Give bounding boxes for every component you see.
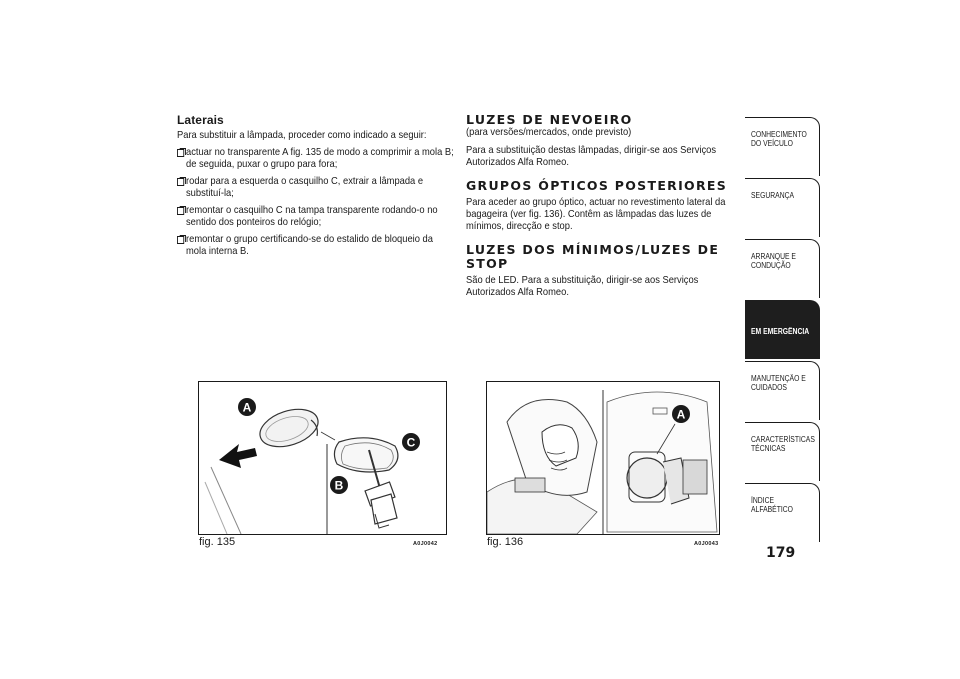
stop-lights-text: São de LED. Para a substituição, dirigir-se aos Serviços Autorizados Alfa Romeo. bbox=[466, 275, 699, 298]
steps-list bbox=[177, 147, 454, 258]
list-item: rodar para a esquerda o casquilho C, extrair a lâmpada e substituí-la; bbox=[177, 176, 454, 200]
tab-conhecimento-do-veiculo[interactable]: CONHECIMENTO DO VEÍCULO bbox=[745, 117, 820, 176]
intro-text: Para substituir a lâmpada, proceder como indicado a seguir: bbox=[177, 130, 427, 141]
arrow-icon bbox=[219, 444, 257, 468]
callout-c-label: C bbox=[406, 435, 416, 450]
checkbox-bullet-icon bbox=[177, 178, 184, 186]
tab-caracteristicas-tecnicas[interactable]: CARACTERÍSTICAS TÉCNICAS bbox=[745, 422, 820, 481]
callout-b-label: B bbox=[334, 478, 344, 493]
fog-lights-heading: LUZES DE NEVOEIRO bbox=[466, 112, 633, 127]
figure-135-code: A0J0042 bbox=[413, 541, 438, 547]
page-number: 179 bbox=[766, 545, 796, 561]
figure-136-caption: fig. 136 bbox=[487, 536, 524, 548]
rear-lights-heading: GRUPOS ÓPTICOS POSTERIORES bbox=[466, 178, 728, 193]
stop-lights-heading: LUZES DOS MÍNIMOS/LUZES DE STOP bbox=[466, 242, 720, 271]
right-column bbox=[466, 113, 736, 305]
checkbox-bullet-icon bbox=[177, 236, 184, 244]
tab-em-emergencia[interactable]: EM EMERGÊNCIA bbox=[745, 300, 820, 359]
figure-136-code: A0J0043 bbox=[694, 541, 719, 547]
rear-lights-text: Para aceder ao grupo óptico, actuar no revestimento lateral da bagageira (ver fig. 136). Contêm as lâmpadas das luzes de mínimos, direcção e stop. bbox=[466, 197, 726, 232]
side-light-illustration bbox=[199, 382, 446, 534]
figure-136 bbox=[486, 381, 720, 535]
figure-135 bbox=[198, 381, 447, 535]
checkbox-bullet-icon bbox=[177, 149, 184, 157]
chapter-tabs bbox=[745, 117, 820, 544]
list-item: actuar no transparente A fig. 135 de modo a comprimir a mola B; de seguida, puxar o grupo para fora; bbox=[177, 147, 454, 171]
figure-135-caption: fig. 135 bbox=[199, 536, 236, 548]
list-item: remontar o casquilho C na tampa transparente rodando-o no sentido dos ponteiros do relógio; bbox=[177, 205, 454, 229]
tab-indice-alfabetico[interactable]: ÍNDICE ALFABÉTICO bbox=[745, 483, 820, 542]
tab-seguranca[interactable]: SEGURANÇA bbox=[745, 178, 820, 237]
tab-arranque-e-conducao[interactable]: ARRANQUE E CONDUÇÃO bbox=[745, 239, 820, 298]
callout-a-label: A bbox=[242, 400, 252, 415]
list-item: remontar o grupo certificando-se do estalido de bloqueio da mola interna B. bbox=[177, 234, 454, 258]
checkbox-bullet-icon bbox=[177, 207, 184, 215]
fog-lights-subtitle: (para versões/mercados, onde previsto) bbox=[466, 127, 632, 138]
fog-lights-text: Para a substituição destas lâmpadas, dirigir-se aos Serviços Autorizados Alfa Romeo. bbox=[466, 145, 717, 168]
section-subheading: Laterais bbox=[177, 113, 224, 127]
callout-a-label: A bbox=[676, 407, 686, 422]
left-column bbox=[177, 113, 454, 263]
tab-manutencao-e-cuidados[interactable]: MANUTENÇÃO E CUIDADOS bbox=[745, 361, 820, 420]
rear-light-illustration bbox=[487, 382, 719, 534]
